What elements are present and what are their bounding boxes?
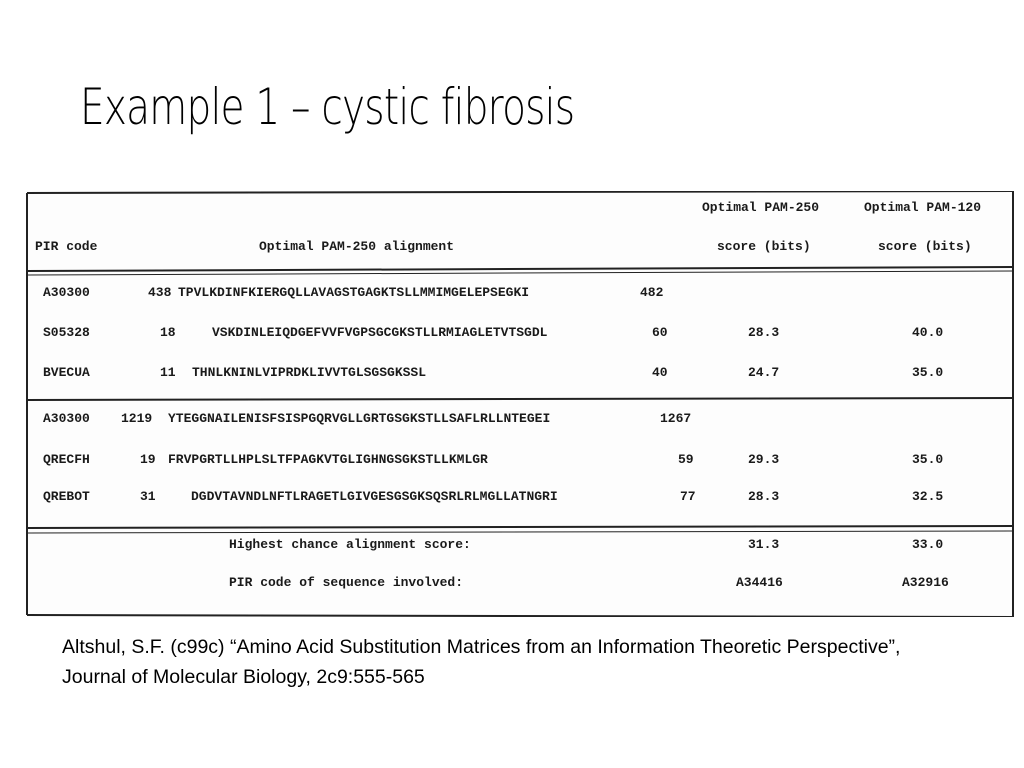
- pir-involved-pam120: A32916: [902, 575, 949, 590]
- pir-involved-label: PIR code of sequence involved:: [229, 575, 464, 590]
- row-sequence: VSKDINLEIQDGEFVVFVGPSGCGKSTLLRMIAGLETVTSGDL: [212, 325, 548, 340]
- row-start: 18: [160, 325, 176, 340]
- slide-title: Example 1 – cystic fibrosis: [80, 78, 575, 136]
- row-pam250-score: 28.3: [748, 489, 780, 504]
- highest-score-label: Highest chance alignment score:: [229, 537, 471, 552]
- row-code: S05328: [43, 325, 90, 340]
- header-pam120-line2: score (bits): [878, 239, 972, 254]
- row-code: QRECFH: [43, 452, 90, 467]
- row-code: BVECUA: [43, 365, 90, 380]
- row-sequence: TPVLKDINFKIERGQLLAVAGSTGAGKTSLLMMIMGELEPSEGKI: [178, 285, 530, 300]
- row-sequence: FRVPGRTLLHPLSLTFPAGKVTGLIGHNGSGKSTLLKMLGR: [168, 452, 488, 467]
- header-pam120-line1: Optimal PAM-120: [864, 200, 982, 215]
- row-pam250-score: 29.3: [748, 452, 780, 467]
- row-start: 31: [140, 489, 156, 504]
- highest-score-pam120: 33.0: [912, 537, 944, 552]
- row-pam120-score: 32.5: [912, 489, 944, 504]
- pir-involved-pam250: A34416: [736, 575, 783, 590]
- row-pam120-score: 35.0: [912, 365, 944, 380]
- row-pam250-score: 28.3: [748, 325, 780, 340]
- row-start: 19: [140, 452, 156, 467]
- table-frame: [26, 191, 1014, 617]
- row-code: QREBOT: [43, 489, 90, 504]
- row-end: 1267: [660, 411, 692, 426]
- row-pam120-score: 40.0: [912, 325, 944, 340]
- row-code: A30300: [43, 285, 90, 300]
- row-end: 77: [680, 489, 696, 504]
- row-start: 11: [160, 365, 176, 380]
- header-pam250-line2: score (bits): [717, 239, 811, 254]
- row-end: 59: [678, 452, 694, 467]
- row-pam120-score: 35.0: [912, 452, 944, 467]
- citation: Altshul, S.F. (c99c) “Amino Acid Substitution Matrices from an Information Theoretic Perspective”, Journal of Molecular Biology, 2c9:555-565: [62, 636, 901, 688]
- row-sequence: THNLKNINLVIPRDKLIVVTGLSGSGKSSL: [192, 365, 427, 380]
- row-pam250-score: 24.7: [748, 365, 780, 380]
- header-pam250-line1: Optimal PAM-250: [702, 200, 820, 215]
- row-end: 60: [652, 325, 668, 340]
- row-sequence: YTEGGNAILENISFSISPGQRVGLLGRTGSGKSTLLSAFLRLLNTEGEI: [168, 411, 551, 426]
- header-alignment: Optimal PAM-250 alignment: [259, 239, 455, 254]
- scanned-table: [26, 191, 1014, 617]
- row-start: 438: [148, 285, 172, 300]
- row-code: A30300: [43, 411, 90, 426]
- row-end: 40: [652, 365, 668, 380]
- highest-score-pam250: 31.3: [748, 537, 780, 552]
- header-pir-code: PIR code: [35, 239, 98, 254]
- row-end: 482: [640, 285, 664, 300]
- row-start: 1219: [121, 411, 153, 426]
- row-sequence: DGDVTAVNDLNFTLRAGETLGIVGESGSGKSQSRLRLMGLLATNGRI: [191, 489, 558, 504]
